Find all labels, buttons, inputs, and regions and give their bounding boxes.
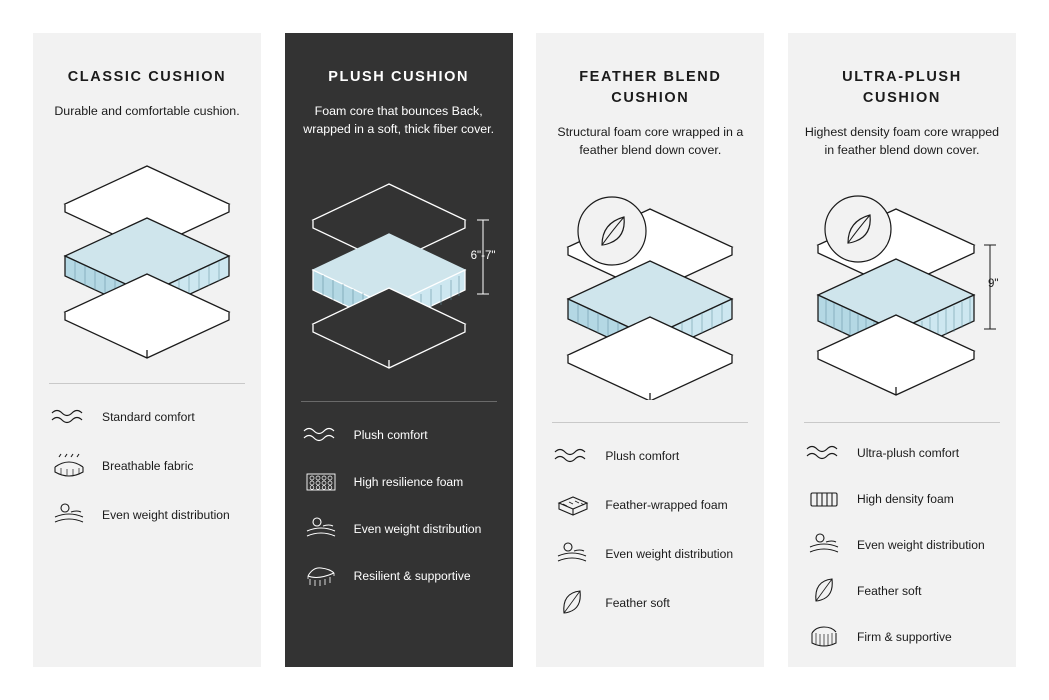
dimension-label: 6"-7" <box>470 250 496 263</box>
feature-label: Firm & supportive <box>856 630 952 645</box>
feature-item <box>49 402 245 432</box>
panel-feather-blend-cushion <box>536 33 764 667</box>
feature-label: Standard comfort <box>102 409 195 424</box>
firm-support-icon <box>804 622 844 652</box>
cushion-layers-illustration <box>41 146 253 361</box>
dimension-label: 9" <box>987 278 999 291</box>
feature-item <box>804 438 1000 468</box>
feature-label: Even weight distribution <box>605 547 734 562</box>
feature-label: High resilience foam <box>353 475 464 490</box>
feature-label: Even weight distribution <box>856 538 985 553</box>
panel-title: ULTRA-PLUSH CUSHION <box>842 69 962 107</box>
feature-label: High density foam <box>856 492 954 507</box>
panel-description: Highest density foam core wrapped in feather blend down cover. <box>804 125 1000 158</box>
honeycomb-foam-icon <box>301 467 341 497</box>
wave-icon <box>804 438 844 468</box>
feature-item <box>49 451 245 481</box>
feature-label: Feather soft <box>856 584 922 599</box>
feature-item <box>552 588 748 618</box>
feature-label: Feather soft <box>605 596 670 611</box>
feature-item <box>552 441 748 471</box>
panel-plush-cushion <box>285 33 513 667</box>
feature-label: Plush comfort <box>605 449 680 464</box>
wave-icon <box>49 402 89 432</box>
panel-classic-cushion <box>33 33 261 667</box>
feature-item <box>301 561 497 591</box>
feature-list <box>804 438 1000 652</box>
feature-label: Even weight distribution <box>353 522 482 537</box>
feature-item <box>804 576 1000 606</box>
feature-list <box>552 441 748 618</box>
panel-description: Structural foam core wrapped in a feather blend down cover. <box>557 125 744 158</box>
cushion-layers-illustration <box>796 185 1008 400</box>
cushion-layers-illustration <box>544 185 756 400</box>
feature-item <box>49 500 245 530</box>
feature-label: Ultra-plush comfort <box>856 446 960 461</box>
weight-distribution-icon <box>552 539 592 569</box>
feature-item <box>301 420 497 450</box>
leaf-badge-icon <box>825 196 891 262</box>
feature-item <box>301 467 497 497</box>
cushion-layers-illustration <box>293 164 505 379</box>
weight-distribution-icon <box>49 500 89 530</box>
feature-item <box>301 514 497 544</box>
wrapped-foam-icon <box>552 490 592 520</box>
weight-distribution-icon <box>301 514 341 544</box>
panel-title: CLASSIC CUSHION <box>67 69 227 85</box>
divider <box>804 422 1000 423</box>
wave-icon <box>301 420 341 450</box>
leaf-icon <box>552 588 592 618</box>
feature-label: Even weight distribution <box>102 507 230 522</box>
breathable-fabric-icon <box>49 451 89 481</box>
wave-icon <box>552 441 592 471</box>
weight-distribution-icon <box>804 530 844 560</box>
leaf-icon <box>804 576 844 606</box>
panel-description: Durable and comfortable cushion. <box>54 104 240 119</box>
feature-list <box>49 402 245 530</box>
feature-item <box>804 530 1000 560</box>
feature-item <box>552 490 748 520</box>
leaf-badge-icon <box>578 197 646 265</box>
divider <box>552 422 748 423</box>
divider <box>301 401 497 402</box>
feature-label: Resilient & supportive <box>353 569 471 584</box>
feature-item <box>804 484 1000 514</box>
panel-title: PLUSH CUSHION <box>328 69 470 85</box>
panel-ultra-plush-cushion <box>788 33 1016 667</box>
feature-label: Breathable fabric <box>102 458 194 473</box>
feature-item <box>804 622 1000 652</box>
high-density-foam-icon <box>804 484 844 514</box>
feature-item <box>552 539 748 569</box>
feature-label: Plush comfort <box>353 428 428 443</box>
panel-title: FEATHER BLEND CUSHION <box>579 69 722 107</box>
resilient-support-icon <box>301 561 341 591</box>
divider <box>49 383 245 384</box>
panel-description: Foam core that bounces Back, wrapped in a soft, thick fiber cover. <box>303 104 495 137</box>
feature-label: Feather-wrapped foam <box>605 498 728 513</box>
feature-list <box>301 420 497 591</box>
